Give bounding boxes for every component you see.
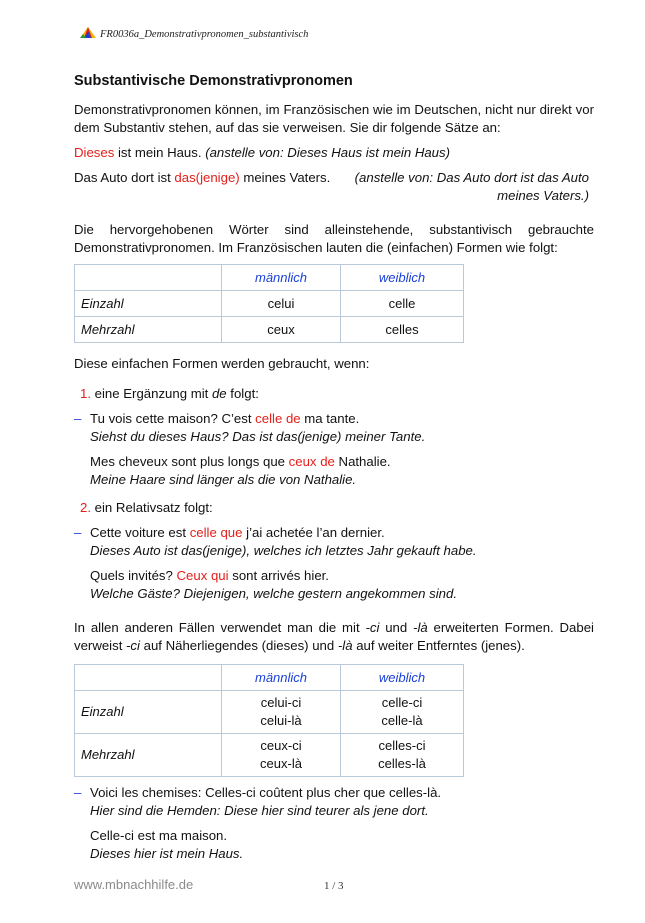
- translation: Welche Gäste? Diejenigen, welche gestern angekommen sind.: [90, 586, 458, 601]
- row-label: Einzahl: [75, 291, 222, 317]
- table-cell: celles-ci celles-là: [341, 734, 464, 777]
- col-header-feminine: weiblich: [341, 665, 464, 691]
- document-id: FR0036a_Demonstrativpronomen_substantivisch: [100, 29, 309, 40]
- table-row: [75, 691, 464, 734]
- dash-bullet: –: [74, 785, 82, 800]
- table-cell: celle: [341, 291, 464, 317]
- example-sentence-2: Das Auto dort ist das(jenige) meines Vaters. (anstelle von: Das Auto dort ist das Auto meines Vaters.): [74, 170, 589, 203]
- page-title: Substantivische Demonstrativpronomen: [74, 73, 353, 89]
- case-2-example: – Cette voiture est celle que j’ai achetée l’an dernier. Dieses Auto ist das(jenige), welches ich letztes Jahr gekauft habe. Quels invités? Ceux qui sont arrivés hier. Welche Gäste? Diejenigen, welche gestern angekommen sind.: [74, 525, 477, 601]
- row-label: Mehrzahl: [75, 734, 222, 777]
- intro-paragraph: Demonstrativpronomen können, im Französischen wie im Deutschen, nicht nur direkt vor dem Substantiv stehen, auf das sie verweisen. Sie dir folgende Sätze an:: [74, 102, 594, 135]
- table-row: [75, 734, 464, 777]
- table-cell: celle-ci celle-là: [341, 691, 464, 734]
- explanation-paragraph: Die hervorgehobenen Wörter sind alleinstehende, substantivisch gebrauchte Demonstrativpronomen. Im Französischen lauten die (einfachen) Formen wie folgt:: [74, 222, 594, 255]
- case-1-example: – Tu vois cette maison? C’est celle de ma tante. Siehst du dieses Haus? Das ist das(jenige) meiner Tante. Mes cheveux sont plus longs que ceux de Nathalie. Meine Haare sind länger als die von Nathalie.: [74, 411, 426, 487]
- extended-forms-table: [74, 664, 464, 777]
- col-header-masculine: männlich: [222, 265, 341, 291]
- translation: Dieses Auto ist das(jenige), welches ich letztes Jahr gekauft habe.: [90, 543, 477, 558]
- table-cell: ceux: [222, 317, 341, 343]
- translation: Meine Haare sind länger als die von Nathalie.: [90, 472, 357, 487]
- dash-bullet: –: [74, 525, 82, 540]
- translation: Dieses hier ist mein Haus.: [90, 846, 244, 861]
- footer-website: www.mbnachhilfe.de: [74, 877, 194, 892]
- dash-bullet: –: [74, 411, 82, 426]
- example-sentence-1: Dieses ist mein Haus. (anstelle von: Dieses Haus ist mein Haus): [74, 145, 451, 160]
- col-header-masculine: männlich: [222, 665, 341, 691]
- translation: Hier sind die Hemden: Diese hier sind teurer als jene dort.: [90, 803, 429, 818]
- final-example: – Voici les chemises: Celles-ci coûtent plus cher que celles-là. Hier sind die Hemden: Diese hier sind teurer als jene dort. Celle-ci est ma maison. Dieses hier ist mein Haus.: [74, 785, 442, 861]
- case-1-heading: 1. eine Ergänzung mit de folgt:: [80, 386, 259, 401]
- case-2-heading: 2. ein Relativsatz folgt:: [80, 500, 213, 515]
- table-cell: celles: [341, 317, 464, 343]
- extended-forms-paragraph: In allen anderen Fällen verwendet man die mit -ci und -là erweiterten Formen. Dabei verweist -ci auf Näherliegendes (dieses) und -là auf weiter Entferntes (jenes).: [74, 620, 594, 653]
- logo-icon: [80, 27, 96, 39]
- simple-forms-table: [74, 264, 464, 343]
- table-row: [75, 291, 464, 317]
- document-body: [74, 72, 594, 863]
- table-cell: ceux-ci ceux-là: [222, 734, 341, 777]
- translation: Siehst du dieses Haus? Das ist das(jenige) meiner Tante.: [90, 429, 426, 444]
- usage-intro: Diese einfachen Formen werden gebraucht, wenn:: [74, 356, 370, 371]
- page-number: 1 / 3: [324, 880, 344, 892]
- table-cell: celui-ci celui-là: [222, 691, 341, 734]
- col-header-feminine: weiblich: [341, 265, 464, 291]
- row-label: Mehrzahl: [75, 317, 222, 343]
- row-label: Einzahl: [75, 691, 222, 734]
- table-row: [75, 317, 464, 343]
- table-cell: celui: [222, 291, 341, 317]
